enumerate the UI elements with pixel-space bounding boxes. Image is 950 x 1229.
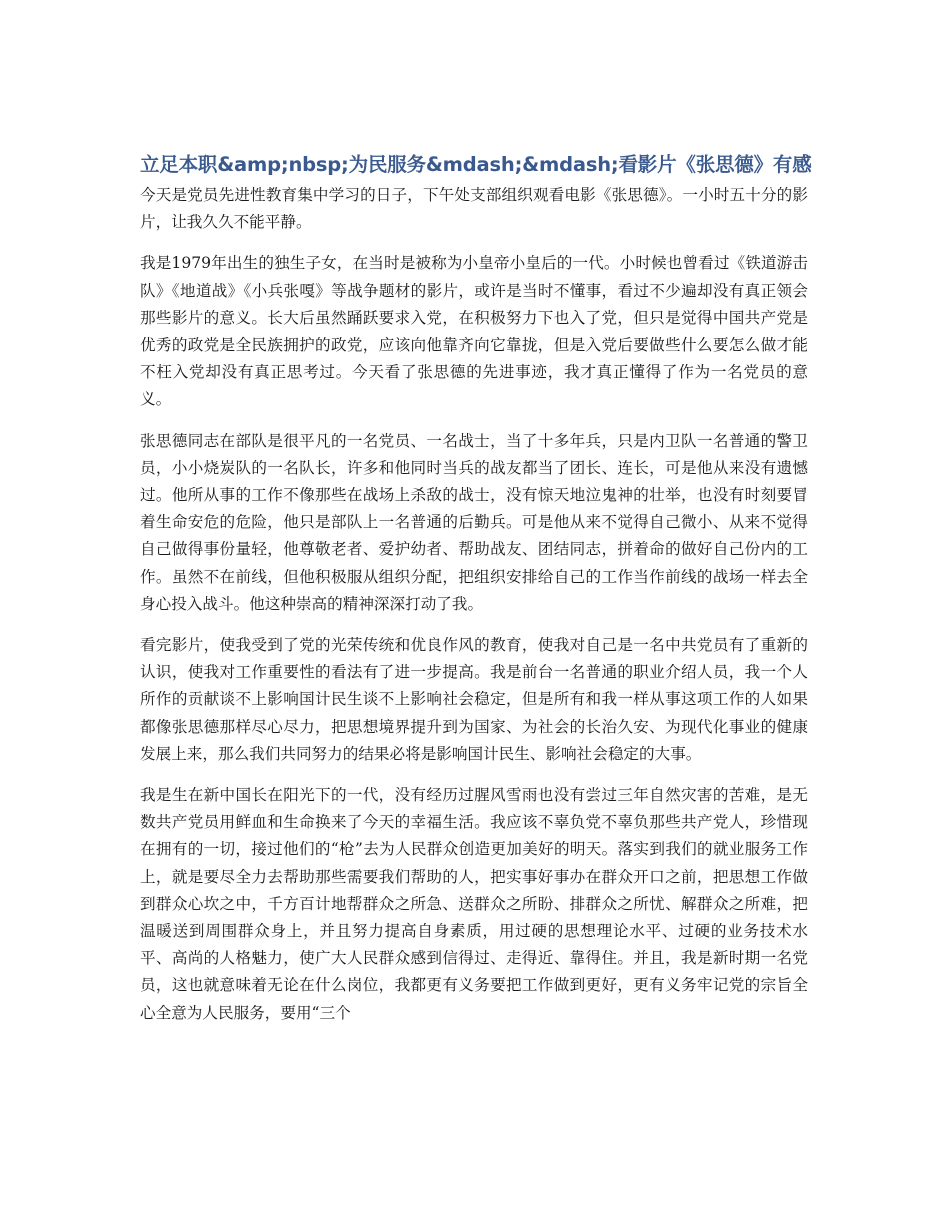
paragraph-2: 我是1979年出生的独生子女，在当时是被称为小皇帝小皇后的一代。小时候也曾看过《铁道游击队》《地道战》《小兵张嘎》等战争题材的影片，或许是当时不懂事，看过不少遍却没有真正领会那些影片的意义。长大后虽然踊跃要求入党，在积极努力下也入了党，但只是觉得中国共产党是优秀的政党是全民族拥护的政党，应该向他靠齐向它靠拢，但是入党后要做些什么要怎么做才能不枉入党却没有真正思考过。今天看了张思德的先进事迹，我才真正懂得了作为一名党员的意义。 <box>140 254 808 409</box>
document-title: 立足本职&amp;nbsp;为民服务&mdash;&mdash;看影片《张思德》有感 <box>140 153 812 176</box>
document-body <box>140 150 812 1041</box>
paragraph-4: 看完影片，使我受到了党的光荣传统和优良作风的教育，使我对自己是一名中共党员有了重新的认识，使我对工作重要性的看法有了进一步提高。我是前台一名普通的职业介绍人员，我一个人所作的贡献谈不上影响国计民生谈不上影响社会稳定，但是所有和我一样从事这项工作的人如果都像张思德那样尽心尽力，把思想境界提升到为国家、为社会的长治久安、为现代化事业的健康发展上来，那么我们共同努力的结果必将是影响国计民生、影响社会稳定的大事。 <box>140 636 808 763</box>
paragraph-3: 张思德同志在部队是很平凡的一名党员、一名战士，当了十多年兵，只是内卫队一名普通的警卫员，小小烧炭队的一名队长，许多和他同时当兵的战友都当了团长、连长，可是他从来没有遗憾过。他所从事的工作不像那些在战场上杀敌的战士，没有惊天地泣鬼神的壮举，也没有时刻要冒着生命安危的危险，他只是部队上一名普通的后勤兵。可是他从来不觉得自己微小、从来不觉得自己做得事份量轻，他尊敬老者、爱护幼者、帮助战友、团结同志，拼着命的做好自己份内的工作。虽然不在前线，但他积极服从组织分配，把组织安排给自己的工作当作前线的战场一样去全身心投入战斗。他这种崇高的精神深深打动了我。 <box>140 431 808 613</box>
paragraph-1: 今天是党员先进性教育集中学习的日子，下午处支部组织观看电影《张思德》。一小时五十分的影片，让我久久不能平静。 <box>140 186 808 232</box>
paragraph-5: 我是生在新中国长在阳光下的一代，没有经历过腥风雪雨也没有尝过三年自然灾害的苦难，是无数共产党员用鲜血和生命换来了今天的幸福生活。我应该不辜负党不辜负那些共产党人，珍惜现在拥有的一切，接过他们的“枪”去为人民群众创造更加美好的明天。落实到我们的就业服务工作上，就是要尽全力去帮助那些需要我们帮助的人，把实事好事办在群众开口之前，把思想工作做到群众心坎之中，千方百计地帮群众之所急、送群众之所盼、排群众之所忧、解群众之所难，把温暖送到周围群众身上，并且努力提高自身素质，用过硬的思想理论水平、过硬的业务技术水平、高尚的人格魅力，使广大人民群众感到信得过、走得近、靠得住。并且，我是新时期一名党员，这也就意味着无论在什么岗位，我都更有义务要把工作做到更好，更有义务牢记党的宗旨全心全意为人民服务，要用“三个 <box>140 786 808 1022</box>
